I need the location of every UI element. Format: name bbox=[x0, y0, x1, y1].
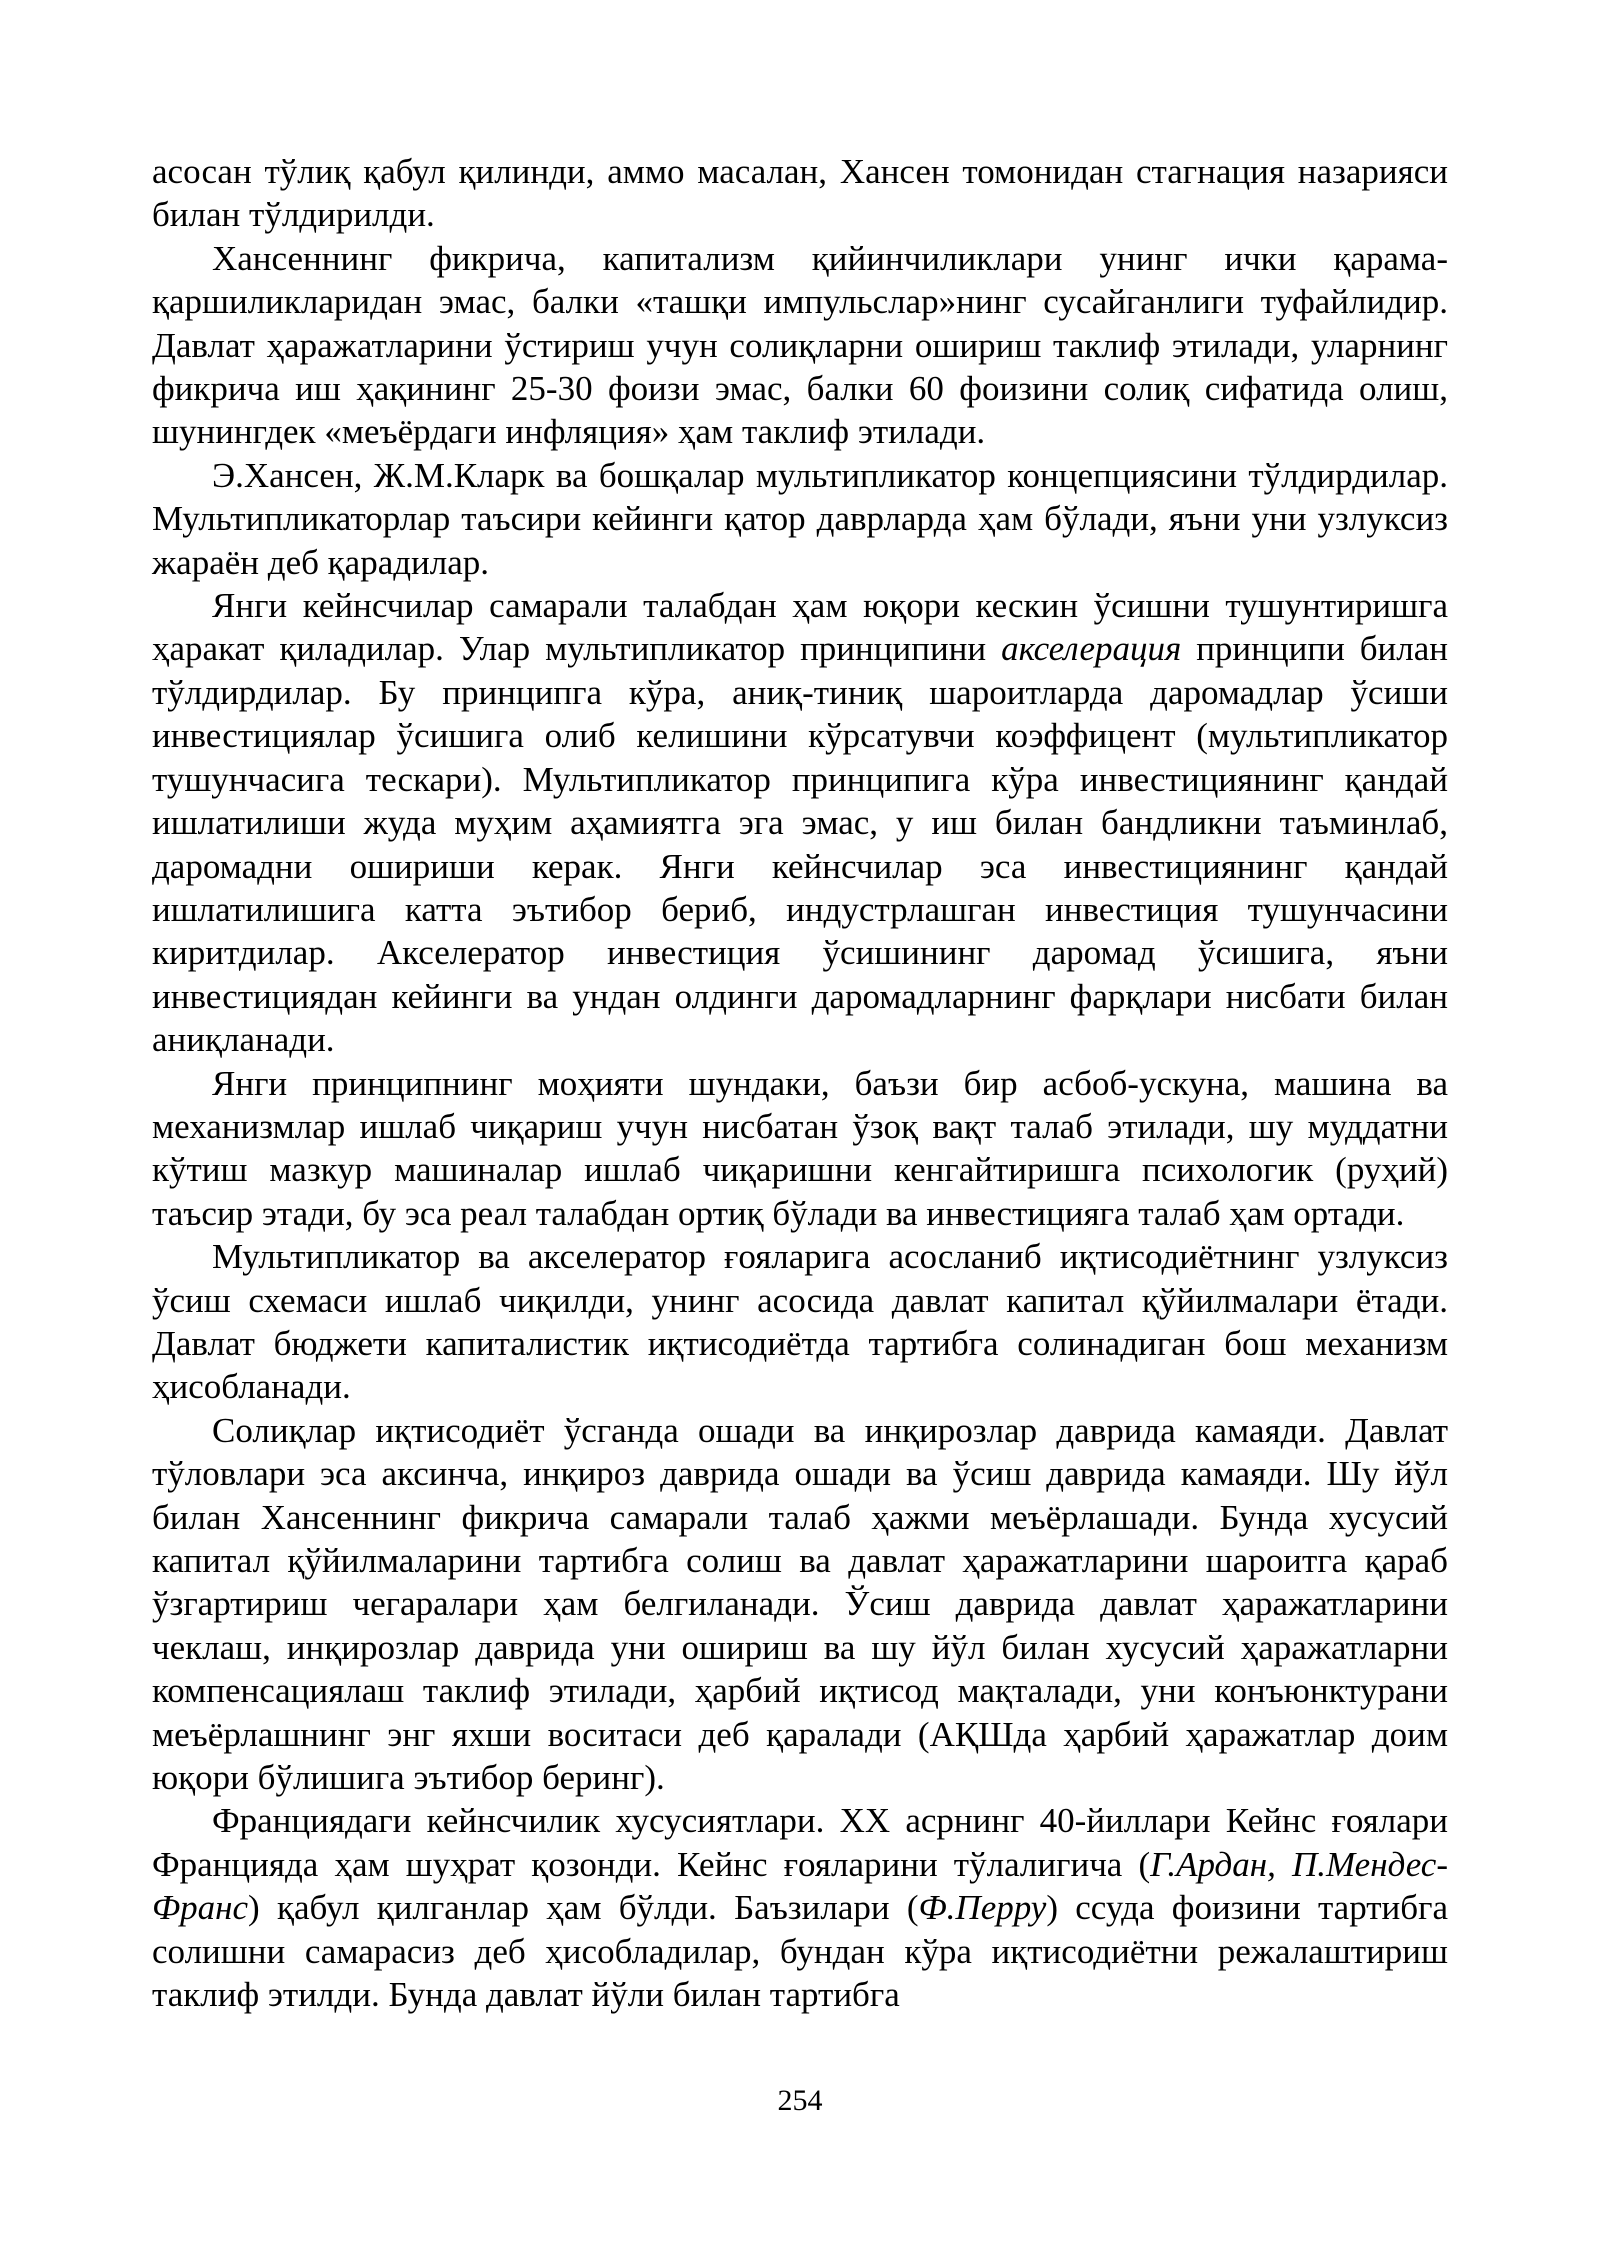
paragraph bbox=[152, 1409, 1448, 1800]
body-text bbox=[152, 150, 1448, 2016]
text-segment: принципи билан тўлдирдилар. Бу принципга кўра, аниқ-тиниқ шароитларда даромадлар ўсиши инвестициялар ўсишига олиб келишини кўрсатувчи коэффицент (мультипликатор тушунчасига тескари). Мультипликатор принципига кўра инвестициянинг қандай ишлатилиши жуда муҳим аҳамиятга эга эмас, у иш билан бандликни таъминлаб, даромадни ошириши керак. Янги кейнсчилар эса инвестициянинг қандай ишлатилишига катта эътибор бериб, индустрлашган инвестиция тушунчасини киритдилар. Акселератор инвестиция ўсишининг даромад ўсишига, яъни инвестициядан кейинги ва ундан олдинги даромадларнинг фарқлари нисбати билан аниқланади. bbox=[152, 629, 1448, 1060]
paragraph bbox=[152, 1062, 1448, 1236]
paragraph bbox=[152, 454, 1448, 584]
text-segment: ) қабул қилганлар ҳам бўлди. Баъзилари ( bbox=[248, 1888, 919, 1928]
text-segment: асосан тўлиқ қабул қилинди, аммо масалан, Хансен томонидан стагнация назарияси билан тўлдирилди. bbox=[152, 152, 1448, 235]
paragraph bbox=[152, 1799, 1448, 2016]
paragraph bbox=[152, 584, 1448, 1061]
italic-text: Ф.Перру bbox=[918, 1888, 1047, 1928]
italic-text: Г.Ардан, П.Мендес-Франс bbox=[152, 1844, 1448, 1928]
text-segment: Янги кейнсчилар самарали талабдан ҳам юқори кескин ўсишни тушунтиришга ҳаракат қиладилар. Улар мультипликатор принципини bbox=[152, 586, 1448, 669]
document-page bbox=[152, 150, 1448, 2016]
text-segment: Э.Хансен, Ж.М.Кларк ва бошқалар мультипликатор концепциясини тўлдирдилар. Мультипликаторлар таъсири кейинги қатор даврларда ҳам бўлади, яъни уни узлуксиз жараён деб қарадилар. bbox=[152, 455, 1448, 582]
italic-text: акселерация bbox=[1001, 629, 1182, 669]
paragraph bbox=[152, 1235, 1448, 1409]
page-number: 254 bbox=[777, 2084, 823, 2117]
text-segment: Янги принципнинг моҳияти шундаки, баъзи бир асбоб-ускуна, машина ва механизмлар ишлаб чиқариш учун нисбатан ўзоқ вақт талаб этилади, шу муддатни кўтиш мазкур машиналар ишлаб чиқаришни кенгайтиришга психологик (руҳий) таъсир этади, бу эса реал талабдан ортиқ бўлади ва инвестицияга талаб ҳам ортади. bbox=[152, 1063, 1448, 1233]
text-segment: Солиқлар иқтисодиёт ўсганда ошади ва инқирозлар даврида камаяди. Давлат тўловлари эса аксинча, инқироз даврида ошади ва ўсиш даврида камаяди. Шу йўл билан Хансеннинг фикрича самарали талаб ҳажми меъёрлашади. Бунда хусусий капитал қўйилмаларини тартибга солиш ва давлат ҳаражатларини шароитга қараб ўзгартириш чегаралари ҳам белгиланади. Ўсиш даврида давлат ҳаражатларини чеклаш, инқирозлар даврида уни ошириш ва шу йўл билан хусусий ҳаражатларни компенсациялаш таклиф этилади, ҳарбий иқтисод мақталади, уни конъюнктурани меъёрлашнинг энг яхши воситаси деб қаралади (АҚШда ҳарбий ҳаражатлар доим юқори бўлишига эътибор беринг). bbox=[152, 1410, 1448, 1798]
paragraph bbox=[152, 237, 1448, 454]
text-segment: Хансеннинг фикрича, капитализм қийинчиликлари унинг ички қарама-қаршиликларидан эмас, балки «ташқи импульслар»нинг сусайганлиги туфайлидир. Давлат ҳаражатларини ўстириш учун солиқларни ошириш таклиф этилади, уларнинг фикрича иш ҳақининг 25-30 фоизи эмас, балки 60 фоизини солиқ сифатида олиш, шунингдек «меъёрдаги инфляция» ҳам таклиф этилади. bbox=[152, 238, 1448, 452]
text-segment: ) ссуда фоизини тартибга солишни самарасиз деб ҳисобладилар, бундан кўра иқтисодиётни режалаштириш таклиф этилди. Бунда давлат йўли билан тартибга bbox=[152, 1888, 1448, 2015]
text-segment: Франциядаги кейнсчилик хусусиятлари. XX асрнинг 40-йиллари Кейнс ғоялари Францияда ҳам шуҳрат қозонди. Кейнс ғояларини тўлалигича ( bbox=[152, 1801, 1448, 1884]
paragraph bbox=[152, 150, 1448, 237]
text-segment: Мультипликатор ва акселератор ғояларига асосланиб иқтисодиётнинг узлуксиз ўсиш схемаси ишлаб чиқилди, унинг асосида давлат капитал қўйилмалари ётади. Давлат бюджети капиталистик иқтисодиётда тартибга солинадиган бош механизм ҳисобланади. bbox=[152, 1237, 1448, 1407]
